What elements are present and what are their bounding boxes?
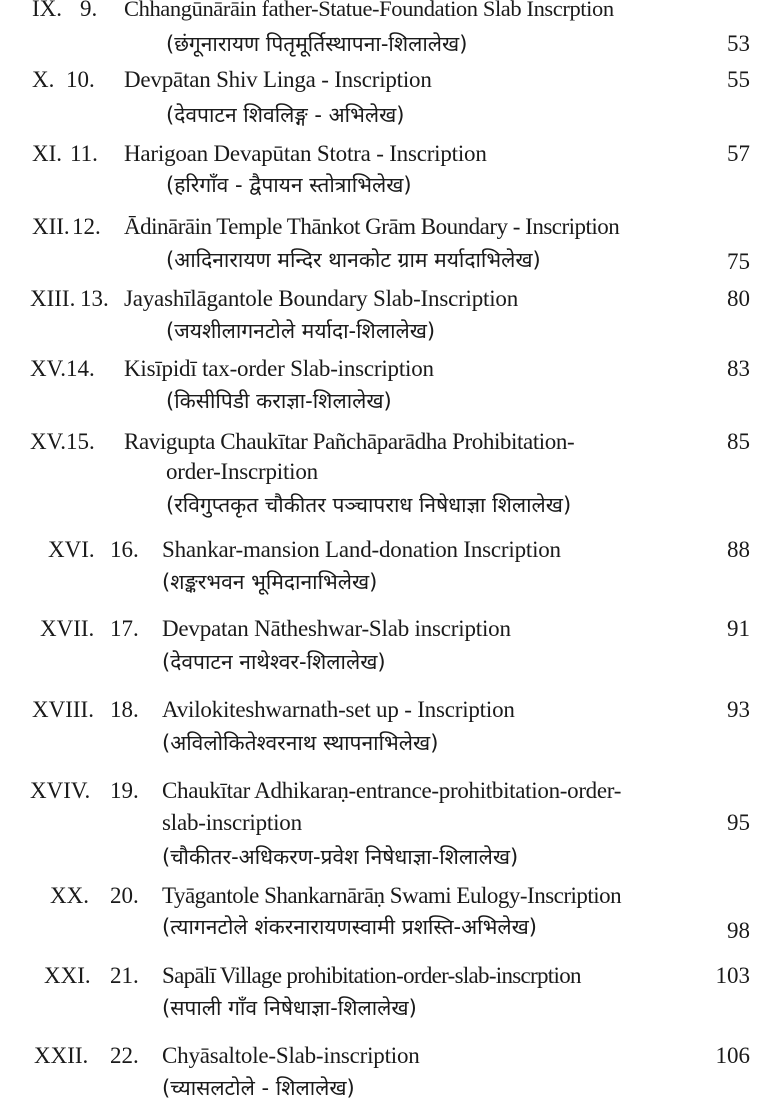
entry-number: 21. xyxy=(110,963,139,988)
entry-page-number: 80 xyxy=(727,286,750,311)
entry-devanagari-title: (चौकीतर-अधिकरण-प्रवेश निषेधाज्ञा-शिलालेख) xyxy=(162,845,519,869)
entry-page-number: 106 xyxy=(715,1043,750,1068)
entry-number: 14. xyxy=(66,356,95,381)
entry-devanagari-title: (किसीपिडी कराज्ञा-शिलालेख) xyxy=(166,389,392,413)
entry-number: 9. xyxy=(80,0,98,21)
entry-roman-numeral: XVIII. xyxy=(32,697,94,722)
entry-devanagari-title: (च्यासलटोले - शिलालेख) xyxy=(162,1076,355,1100)
entry-roman-numeral: XVIV. xyxy=(30,778,91,803)
entry-page-number: 85 xyxy=(727,429,750,454)
entry-title: Kisīpidī tax-order Slab-inscription xyxy=(124,356,434,381)
entry-devanagari-title: (त्यागनटोले शंकरनारायणस्वामी प्रशस्ति-अभिलेख) xyxy=(162,915,537,939)
entry-number: 15. xyxy=(66,429,95,454)
entry-page-number: 93 xyxy=(727,697,750,722)
entry-title: Devpatan Nātheshwar-Slab inscription xyxy=(162,616,511,641)
entry-roman-numeral: XIII. xyxy=(30,286,76,311)
entry-number: 11. xyxy=(70,141,98,166)
entry-devanagari-title: (अविलोकितेश्वरनाथ स्थापनाभिलेख) xyxy=(162,731,439,755)
entry-title: Sapālī Village prohibitation-order-slab-inscrption xyxy=(162,963,581,988)
entry-title: Devpātan Shiv Linga - Inscription xyxy=(124,67,432,92)
entry-devanagari-title: (देवपाटन शिवलिङ्ग - अभिलेख) xyxy=(166,103,405,127)
entry-title: Chaukītar Adhikaraṇ-entrance-prohitbitation-order- xyxy=(162,778,622,803)
entry-roman-numeral: XV. xyxy=(30,429,67,454)
entry-page-number: 95 xyxy=(727,810,750,835)
entry-title-continuation: slab-inscription xyxy=(162,810,302,835)
entry-roman-numeral: XV. xyxy=(30,356,67,381)
entry-number: 20. xyxy=(110,883,139,908)
entry-title: Tyāgantole Shankarnārāṇ Swami Eulogy-Inscription xyxy=(162,883,622,908)
entry-devanagari-title: (सपाली गाँव निषेधाज्ञा-शिलालेख) xyxy=(162,996,417,1020)
entry-page-number: 55 xyxy=(727,67,750,92)
entry-page-number: 53 xyxy=(727,31,750,56)
entry-title: Jayashīlāgantole Boundary Slab-Inscription xyxy=(124,286,519,311)
entry-devanagari-title: (आदिनारायण मन्दिर थानकोट ग्राम मर्यादाभिलेख) xyxy=(166,248,541,272)
entry-number: 19. xyxy=(110,778,139,803)
entry-roman-numeral: XX. xyxy=(50,883,89,908)
entry-title: Harigoan Devapūtan Stotra - Inscription xyxy=(124,141,487,166)
entry-roman-numeral: XVII. xyxy=(40,616,95,641)
entry-number: 16. xyxy=(110,537,139,562)
entry-roman-numeral: IX. xyxy=(32,0,63,21)
entry-devanagari-title: (रविगुप्तकृत चौकीतर पञ्चापराध निषेधाज्ञा शिलालेख) xyxy=(166,493,572,517)
entry-number: 13. xyxy=(80,286,109,311)
entry-roman-numeral: XXII. xyxy=(34,1043,89,1068)
entry-roman-numeral: X. xyxy=(32,67,55,92)
entry-devanagari-title: (छंगूनारायण पितृमूर्तिस्थापना-शिलालेख) xyxy=(166,32,468,56)
entry-page-number: 83 xyxy=(727,356,750,381)
entry-title: Ravigupta Chaukītar Pañchāparādha Prohibitation- xyxy=(124,429,575,454)
entry-roman-numeral: XII. xyxy=(32,214,70,239)
entry-page-number: 88 xyxy=(727,537,750,562)
entry-title: Ādinārāin Temple Thānkot Grām Boundary - Inscription xyxy=(124,214,620,239)
entry-roman-numeral: XI. xyxy=(32,141,63,166)
entry-number: 22. xyxy=(110,1043,139,1068)
entry-page-number: 98 xyxy=(727,918,750,943)
entry-title: Chhangūnārāin father-Statue-Foundation Slab Inscrption xyxy=(124,0,614,21)
entry-roman-numeral: XVI. xyxy=(48,537,95,562)
entry-title: Shankar-mansion Land-donation Inscription xyxy=(162,537,561,562)
entry-title: Chyāsaltole-Slab-inscription xyxy=(162,1043,420,1068)
entry-number: 10. xyxy=(66,67,95,92)
entry-devanagari-title: (जयशीलागनटोले मर्यादा-शिलालेख) xyxy=(166,319,436,343)
entry-number: 12. xyxy=(72,214,101,239)
entry-page-number: 57 xyxy=(727,141,750,166)
entry-title: Avilokiteshwarnath-set up - Inscription xyxy=(162,697,515,722)
entry-devanagari-title: (हरिगाँव - द्वैपायन स्तोत्राभिलेख) xyxy=(166,173,412,197)
entry-page-number: 91 xyxy=(727,616,750,641)
entry-page-number: 75 xyxy=(727,249,750,274)
entry-roman-numeral: XXI. xyxy=(44,963,91,988)
entry-title-continuation: order-Inscrpition xyxy=(166,459,318,484)
entry-number: 18. xyxy=(110,697,139,722)
entry-page-number: 103 xyxy=(715,963,750,988)
entry-devanagari-title: (शङ्करभवन भूमिदानाभिलेख) xyxy=(162,570,378,594)
entry-devanagari-title: (देवपाटन नाथेश्वर-शिलालेख) xyxy=(162,650,386,674)
entry-number: 17. xyxy=(110,616,139,641)
